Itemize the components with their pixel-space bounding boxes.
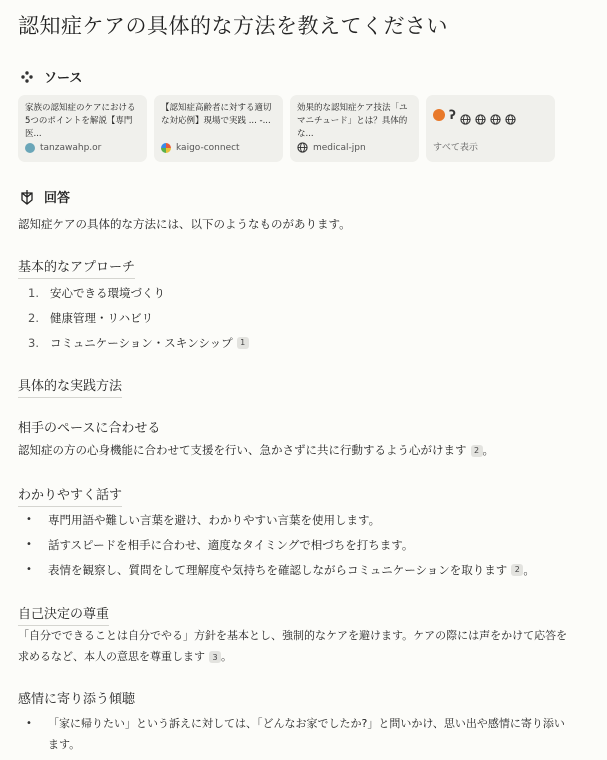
source-card[interactable] — [18, 95, 147, 162]
listening-list — [26, 713, 565, 755]
more-sources-icons — [433, 102, 548, 128]
answer-intro: 認知症ケアの具体的な方法には、以下のようなものがあります。 — [18, 217, 351, 231]
basic-approach-list — [28, 280, 249, 355]
citation-badge[interactable]: 3 — [209, 651, 221, 663]
site-favicon-icon — [433, 109, 445, 121]
list-item — [28, 280, 249, 305]
bullet: • — [26, 564, 32, 575]
show-all-sources-card[interactable] — [426, 95, 555, 162]
bullet: • — [26, 539, 32, 550]
source-card-site: kaigo-connect — [176, 143, 240, 153]
speak-list — [26, 507, 535, 582]
listening-heading: 感情に寄り添う傾聴 — [18, 692, 136, 707]
source-card[interactable] — [290, 95, 419, 162]
paragraph-end: 。 — [221, 650, 232, 663]
globe-icon — [490, 110, 501, 121]
paragraph-line: 「自分でできることは自分でやる」方針を基本とし、強制的なケアを避けます。ケアの際には声をかけて応答を — [18, 629, 568, 642]
query-title: 認知症ケアの具体的な方法を教えてください — [18, 14, 448, 38]
list-item-line: ます。 — [48, 738, 81, 751]
globe-icon — [297, 142, 308, 153]
citation-badge[interactable]: 1 — [237, 337, 249, 349]
self-determination-paragraph — [18, 625, 573, 667]
list-item — [26, 507, 535, 532]
paragraph-text: 求めるなど、本人の意思を尊重します — [18, 650, 205, 663]
sources-list — [18, 95, 555, 162]
sources-icon — [18, 68, 36, 86]
source-card[interactable] — [154, 95, 283, 162]
pace-paragraph — [18, 440, 573, 461]
globe-icon — [505, 110, 516, 121]
source-card-footer — [25, 143, 101, 153]
show-all-label: すべて表示 — [433, 143, 478, 153]
list-item — [26, 557, 535, 582]
paragraph-end: 。 — [482, 443, 494, 457]
citation-badge[interactable]: 2 — [471, 445, 483, 457]
answer-logo-icon — [18, 188, 36, 206]
source-card-title: 【認知症高齢者に対する適切な対応例】現場で実践 ... -... — [161, 103, 272, 126]
source-card-site: tanzawahp.or — [40, 143, 102, 153]
practice-heading: 具体的な実践方法 — [18, 375, 122, 398]
basic-approach-heading: 基本的なアプローチ — [18, 256, 135, 279]
self-determination-heading: 自己決定の尊重 — [18, 603, 109, 626]
globe-icon — [460, 110, 471, 121]
question-mark-icon: ʔ — [449, 108, 456, 122]
bullet: • — [26, 514, 32, 525]
list-number: 2. — [28, 310, 39, 325]
source-card-footer — [297, 142, 366, 153]
list-item-text — [48, 713, 565, 755]
site-favicon-icon — [25, 143, 35, 153]
source-card-site: medical-jpn — [313, 142, 366, 153]
source-card-title: 家族の認知症のケアにおける5つのポイントを解説【専門医... — [25, 103, 136, 139]
site-favicon-icon — [161, 143, 171, 153]
list-number: 1. — [28, 285, 39, 300]
list-item-text: 専門用語や難しい言葉を避け、わかりやすい言葉を使用します。 — [48, 512, 381, 527]
paragraph-line — [18, 646, 573, 667]
list-item — [26, 713, 565, 755]
list-item-text: 健康管理・リハビリ — [50, 310, 154, 325]
source-card-title: 効果的な認知症ケア技法「ユマニチュード」とは？具体的な... — [297, 103, 408, 139]
speak-heading: わかりやすく話す — [18, 484, 122, 507]
list-item-text: 安心できる環境づくり — [50, 285, 165, 300]
pace-heading: 相手のペースに合わせる — [18, 421, 161, 436]
list-item — [28, 330, 249, 355]
list-item — [28, 305, 249, 330]
sources-header — [18, 67, 82, 86]
paragraph-text: 認知症の方の心身機能に合わせて支援を行い、急かさずに共に行動するよう心がけます — [18, 443, 467, 457]
list-item — [26, 532, 535, 557]
list-item-text: 表情を観察し、質問をして理解度や気持ちを確認しながらコミュニケーションを取ります — [48, 562, 508, 577]
sources-title: ソース — [44, 71, 83, 86]
answer-title: 回答 — [44, 191, 71, 206]
list-item-line: 「家に帰りたい」という訴えに対しては、「どんなお家でしたか?」と問いかけ、思い出や感情に寄り添い — [48, 717, 565, 730]
bullet: • — [26, 718, 32, 729]
citation-badge[interactable]: 2 — [511, 564, 523, 576]
answer-header — [18, 187, 70, 206]
list-item-text: コミュニケーション・スキンシップ — [50, 335, 233, 350]
list-number: 3. — [28, 335, 39, 350]
list-item-text: 話すスピードを相手に合わせ、適度なタイミングで相づちを打ちます。 — [48, 537, 414, 552]
globe-icon — [475, 110, 486, 121]
source-card-footer — [161, 143, 240, 153]
list-item-end: 。 — [523, 562, 535, 577]
